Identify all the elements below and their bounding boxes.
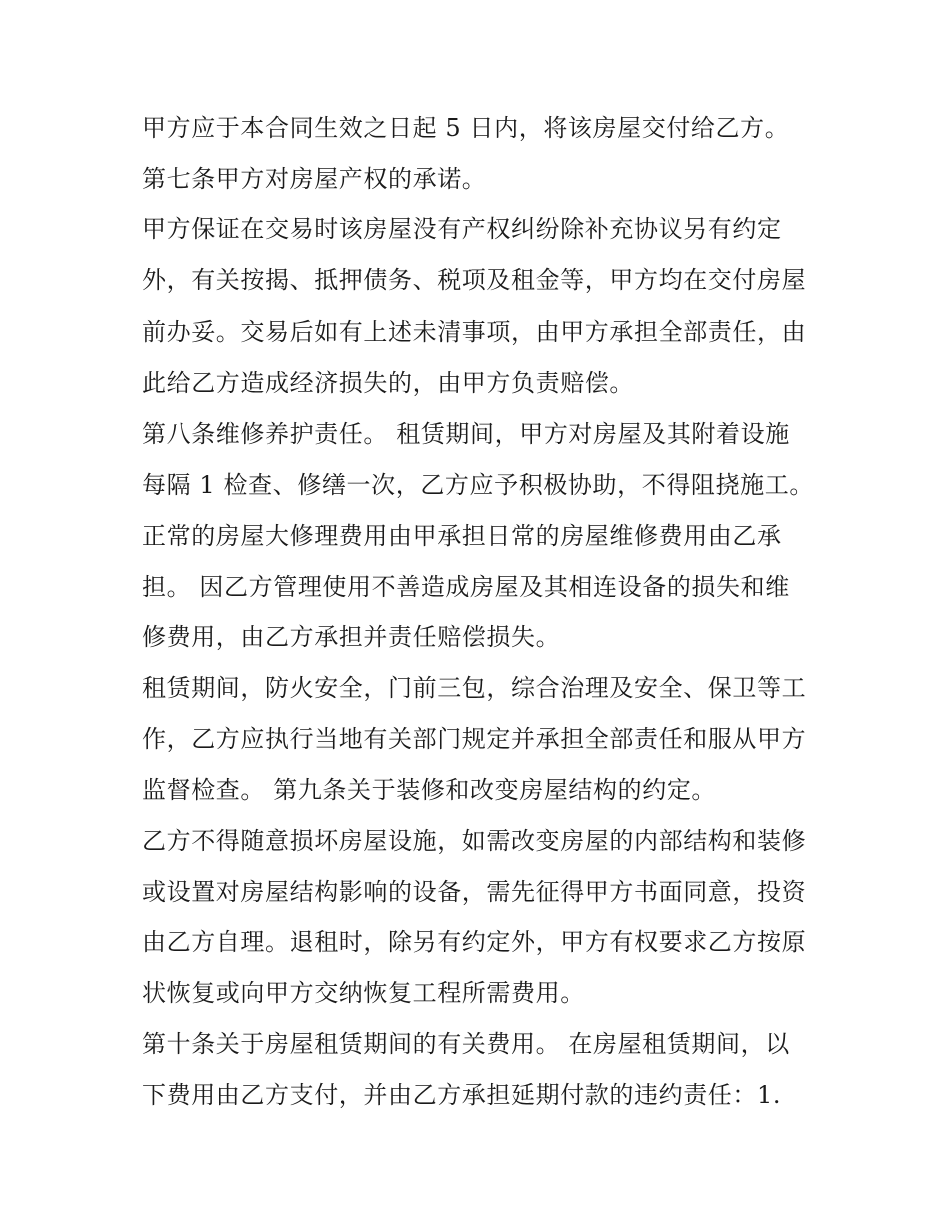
text-line: 第十条关于房屋租赁期间的有关费用。 在房屋租赁期间，以	[142, 1030, 790, 1058]
text-line: 监督检查。 第九条关于装修和改变房屋结构的约定。	[142, 776, 717, 804]
text-line: 状恢复或向甲方交纳恢复工程所需费用。	[142, 979, 585, 1007]
text-line: 或设置对房屋结构影响的设备，需先征得甲方书面同意，投资	[142, 878, 807, 906]
text-line: 修费用，由乙方承担并责任赔偿损失。	[142, 623, 561, 651]
text-line: 第八条维修养护责任。 租赁期间，甲方对房屋及其附着设施	[142, 420, 790, 448]
text-line: 第七条甲方对房屋产权的承诺。	[142, 165, 487, 193]
text-line: 下费用由乙方支付，并由乙方承担延期付款的违约责任：1.	[142, 1081, 782, 1109]
text-line: 作，乙方应执行当地有关部门规定并承担全部责任和服从甲方	[142, 725, 807, 753]
text-line: 甲方应于本合同生效之日起 5 日内，将该房屋交付给乙方。	[142, 114, 790, 142]
text-line: 甲方保证在交易时该房屋没有产权纠纷除补充协议另有约定	[142, 215, 782, 243]
text-line: 乙方不得随意损坏房屋设施，如需改变房屋的内部结构和装修	[142, 827, 807, 855]
text-line: 担。 因乙方管理使用不善造成房屋及其相连设备的损失和维	[142, 573, 790, 601]
text-line: 正常的房屋大修理费用由甲承担日常的房屋维修费用由乙承	[142, 522, 782, 550]
text-line: 前办妥。交易后如有上述未清事项，由甲方承担全部责任，由	[142, 318, 807, 346]
text-line: 此给乙方造成经济损失的，由甲方负责赔偿。	[142, 369, 634, 397]
text-line: 每隔 1 检查、修缮一次，乙方应予积极协助，不得阻挠施工。	[142, 471, 814, 499]
text-line: 由乙方自理。退租时，除另有约定外，甲方有权要求乙方按原	[142, 928, 807, 956]
text-line: 租赁期间，防火安全，门前三包，综合治理及安全、保卫等工	[142, 674, 807, 702]
text-line: 外，有关按揭、抵押债务、税项及租金等，甲方均在交付房屋	[142, 266, 807, 294]
